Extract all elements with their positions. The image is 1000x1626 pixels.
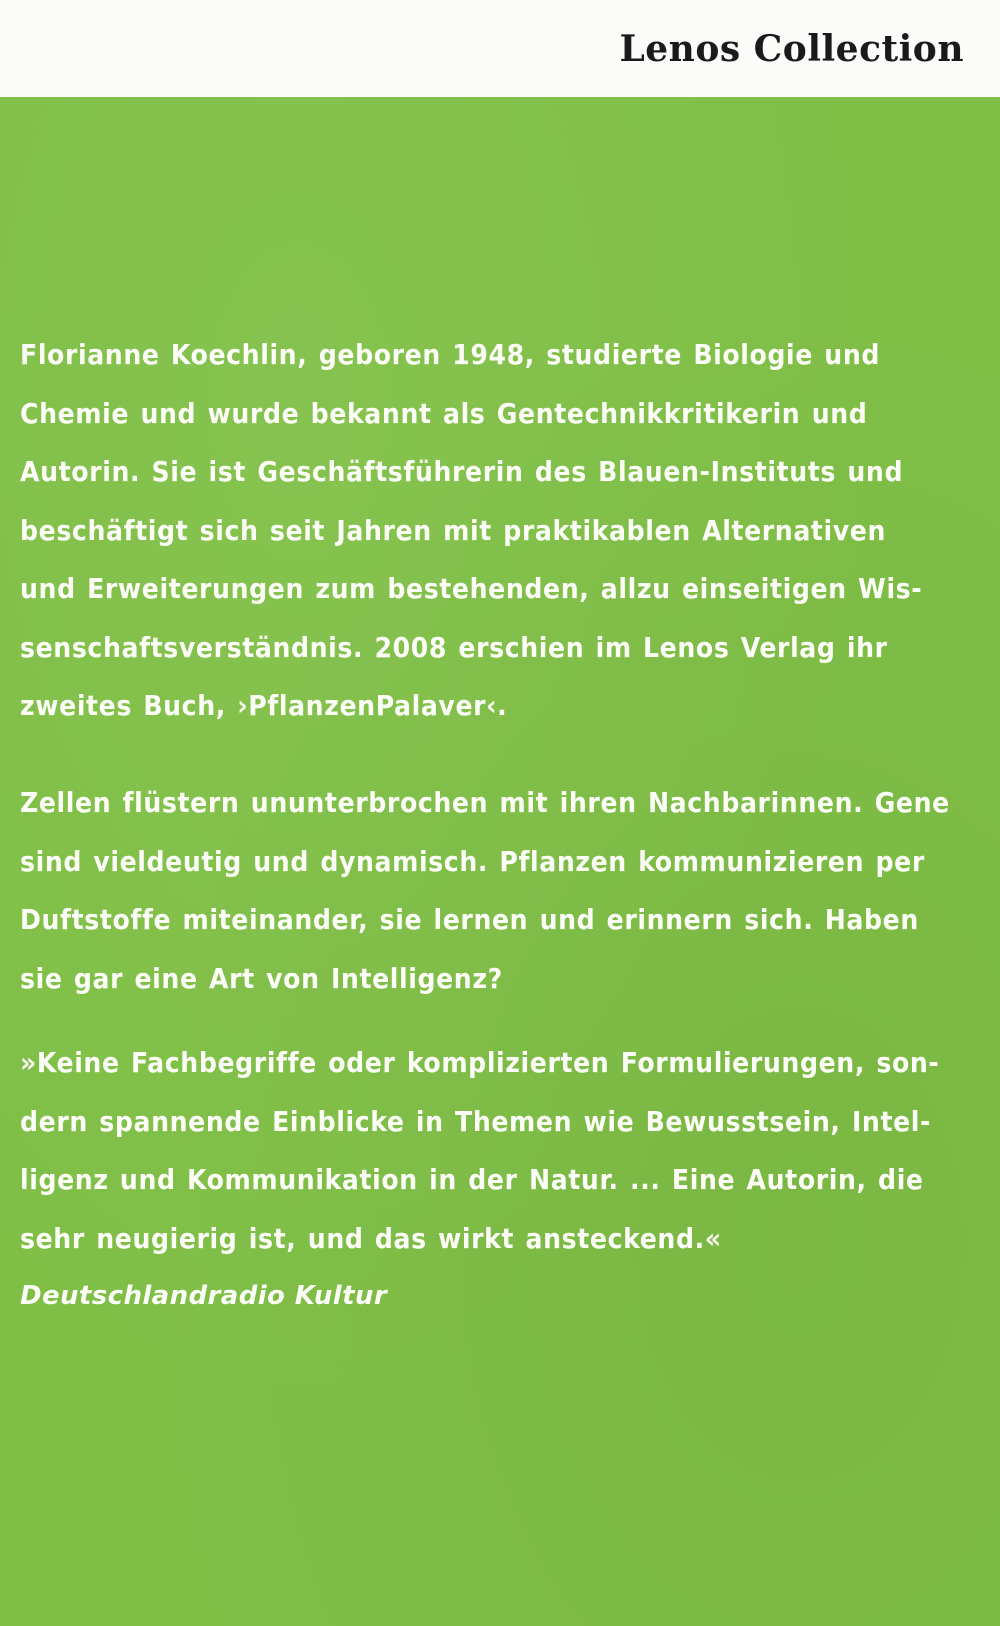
blurb-line: Zellen flüstern ununterbrochen mit ihren Nachbarinnen. Gene bbox=[20, 786, 950, 819]
press-quote bbox=[20, 1034, 965, 1268]
bio-line: zweites Buch, ›PflanzenPalaver‹. bbox=[20, 689, 508, 722]
book-blurb bbox=[20, 774, 965, 1008]
bio-line: Florianne Koechlin, geboren 1948, studierte Biologie und bbox=[20, 338, 881, 371]
bio-line: Chemie und wurde bekannt als Gentechnikkritikerin und bbox=[20, 396, 868, 430]
cover-header bbox=[0, 0, 1000, 97]
author-bio bbox=[20, 326, 965, 736]
series-title: Lenos Collection bbox=[619, 28, 964, 70]
blurb-line: sind vieldeutig und dynamisch. Pflanzen kommunizieren per bbox=[20, 844, 925, 878]
quote-line: dern spannende Einblicke in Themen wie Bewusstsein, Intel- bbox=[20, 1104, 932, 1138]
quote-line: »Keine Fachbegriffe oder komplizierten Formulierungen, son- bbox=[20, 1046, 940, 1079]
quote-line: ligenz und Kommunikation in der Natur. ... Eine Autorin, die bbox=[20, 1163, 924, 1196]
blurb-line: sie gar eine Art von Intelligenz? bbox=[20, 961, 503, 995]
bio-line: Autorin. Sie ist Geschäftsführerin des Blauen-Instituts und bbox=[20, 455, 904, 488]
bio-line: senschaftsverständnis. 2008 erschien im Lenos Verlag ihr bbox=[20, 630, 888, 664]
quote-line: sehr neugierig ist, und das wirkt ansteckend.« bbox=[20, 1221, 722, 1255]
quote-source: Deutschlandradio Kultur bbox=[20, 1281, 388, 1311]
bio-line: beschäftigt sich seit Jahren mit praktikablen Alternativen bbox=[20, 513, 887, 547]
bio-line: und Erweiterungen zum bestehenden, allzu einseitigen Wis- bbox=[20, 572, 923, 605]
blurb-line: Duftstoffe miteinander, sie lernen und erinnern sich. Haben bbox=[20, 903, 919, 936]
